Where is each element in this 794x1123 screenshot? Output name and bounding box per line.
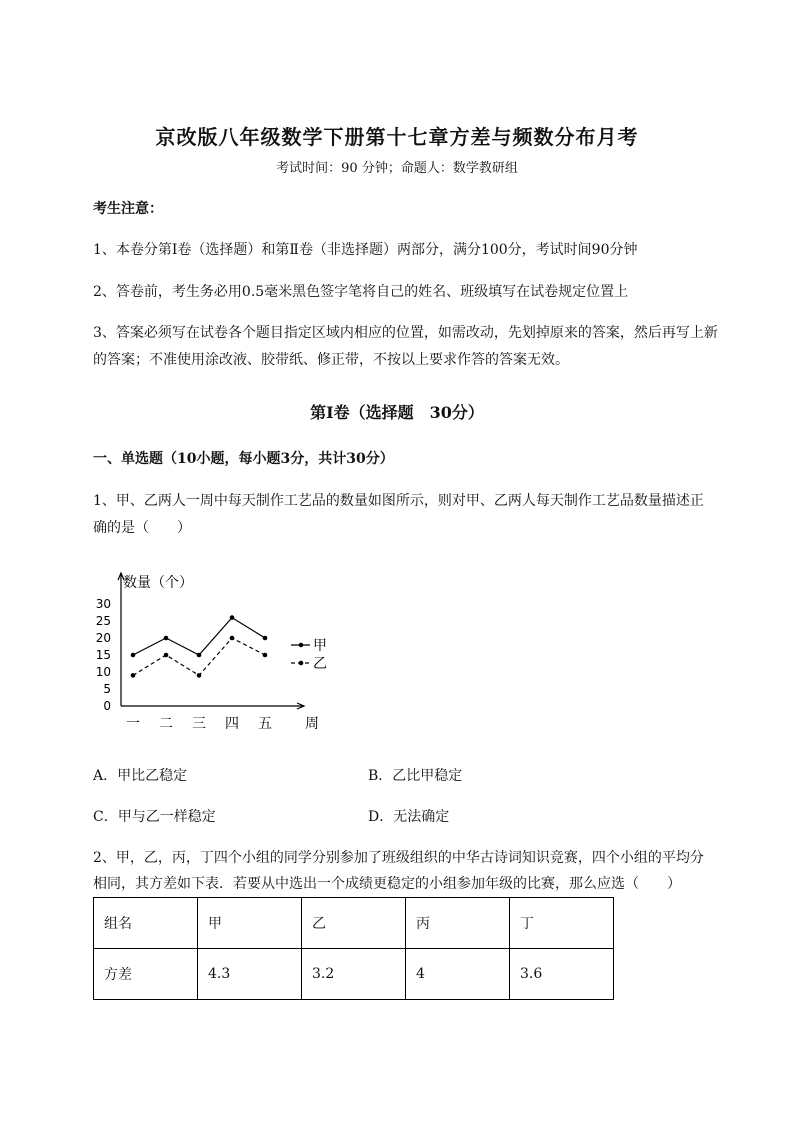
section-title: 第Ⅰ卷（选择题 30分） [310, 403, 484, 422]
table-cell: 组名 [94, 898, 198, 949]
data-point [131, 673, 136, 678]
notice-item-3-cont: 的答案；不准使用涂改液、胶带纸、修正带，不按以上要求作答的答案无效。 [93, 352, 569, 368]
x-tick-label: 四 [225, 716, 239, 732]
table-cell: 4 [406, 949, 510, 1000]
x-axis-label: 周 [305, 716, 319, 732]
y-tick-label: 25 [95, 614, 111, 628]
page-title: 京改版八年级数学下册第十七章方差与频数分布月考 [155, 125, 639, 149]
q1-option-d[interactable]: D．无法确定 [368, 809, 450, 825]
table-cell: 3.6 [510, 949, 614, 1000]
table-cell: 丁 [510, 898, 614, 949]
q1-line-chart [88, 568, 348, 740]
q1-option-a[interactable]: A．甲比乙稳定 [93, 768, 188, 784]
table-row [94, 949, 614, 1000]
x-tick-label: 三 [192, 716, 206, 732]
y-tick-label: 0 [103, 699, 111, 713]
table-cell: 甲 [198, 898, 302, 949]
q1-stem-line2: 确的是（ ） [93, 520, 191, 536]
legend-label-1: 甲 [313, 638, 327, 654]
series-line-1 [133, 618, 265, 655]
data-point [164, 636, 169, 641]
notice-heading: 考生注意： [93, 201, 163, 217]
q2-stem-line1: 2、甲，乙，丙，丁四个小组的同学分别参加了班级组织的中华古诗词知识竞赛，四个小组的平均分 [93, 850, 704, 866]
q1-option-b[interactable]: B．乙比甲稳定 [368, 768, 463, 784]
q2-stem-line2: 相同，其方差如下表．若要从中选出一个成绩更稳定的小组参加年级的比赛，那么应选（ ） [93, 876, 681, 892]
notice-item-3: 3、答案必须写在试卷各个题目指定区域内相应的位置，如需改动，先划掉原来的答案，然后再写上新 [93, 325, 718, 341]
x-tick-label: 一 [126, 716, 140, 732]
table-cell: 4.3 [198, 949, 302, 1000]
legend-marker-1 [299, 643, 304, 648]
data-point [131, 653, 136, 658]
y-tick-label: 15 [95, 648, 111, 662]
table-header-row [94, 898, 614, 949]
part-heading: 一、单选题（10小题，每小题3分，共计30分） [93, 451, 394, 467]
data-point [263, 636, 268, 641]
y-axis-label: 数量（个） [123, 575, 193, 591]
table-cell: 3.2 [302, 949, 406, 1000]
data-point [164, 653, 169, 658]
table-cell: 方差 [94, 949, 198, 1000]
q1-stem-line1: 1、甲、乙两人一周中每天制作工艺品的数量如图所示，则对甲、乙两人每天制作工艺品数量描述正 [93, 493, 704, 509]
exam-info: 考试时间：90 分钟；命题人：数学教研组 [276, 161, 518, 176]
variance-table [93, 897, 614, 1000]
y-tick-label: 10 [95, 665, 111, 679]
data-point [230, 636, 235, 641]
q1-option-c[interactable]: C．甲与乙一样稳定 [93, 809, 216, 825]
x-tick-label: 二 [159, 716, 173, 732]
data-point [230, 615, 235, 620]
y-tick-label: 5 [103, 682, 111, 696]
legend-marker-2 [299, 661, 304, 666]
table-cell: 丙 [406, 898, 510, 949]
data-point [263, 653, 268, 658]
notice-item-2: 2、答卷前，考生务必用0.5毫米黑色签字笔将自己的姓名、班级填写在试卷规定位置上 [93, 284, 629, 300]
data-point [197, 673, 202, 678]
legend-label-2: 乙 [313, 656, 327, 672]
y-tick-label: 20 [95, 631, 111, 645]
table-cell: 乙 [302, 898, 406, 949]
data-point [197, 653, 202, 658]
notice-item-1: 1、本卷分第Ⅰ卷（选择题）和第Ⅱ卷（非选择题）两部分，满分100分，考试时间90分钟 [93, 242, 638, 258]
y-tick-label: 30 [95, 597, 111, 611]
x-tick-label: 五 [258, 716, 272, 732]
